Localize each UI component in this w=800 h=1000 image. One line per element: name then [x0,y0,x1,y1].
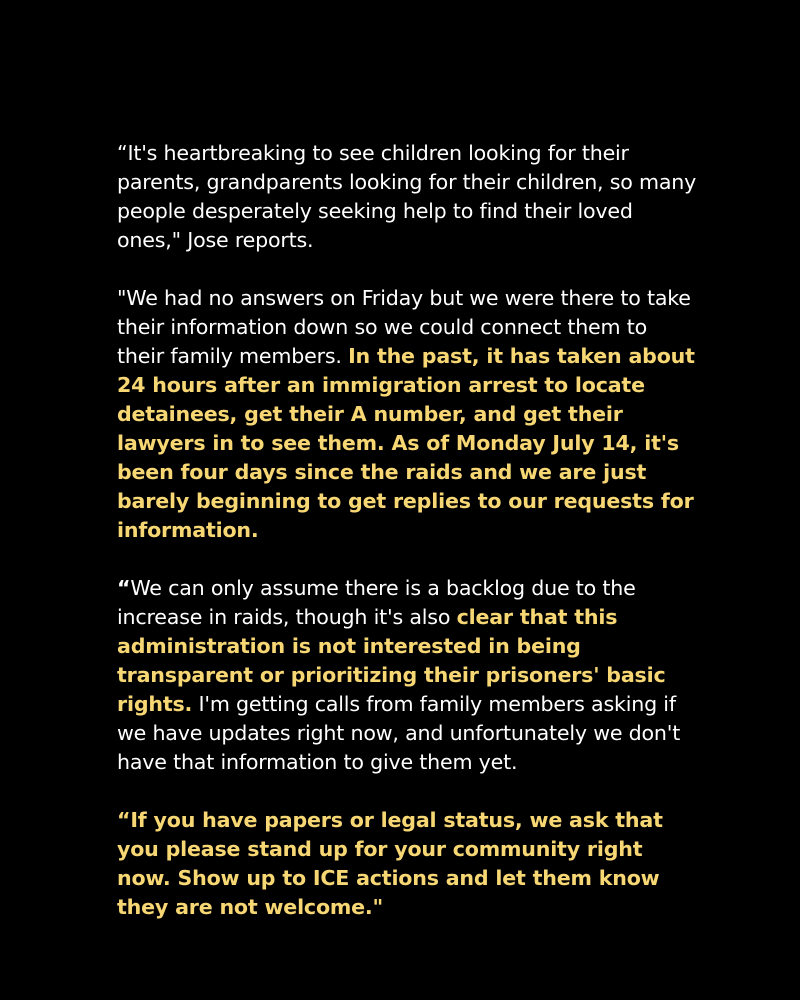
paragraph-3-text-start: We can only assume there is a backlog due to the increase in raids, though it's also [117,576,636,629]
paragraph-2 [117,284,697,545]
paragraph-2-highlight: In the past, it has taken about 24 hours after an immigration arrest to locate detainees, get their A number, and get their lawyers in to see them. As of Monday July 14, it's been four days since the raids and we are just barely beginning to get replies to our requests for information. [117,344,695,542]
paragraph-2-text: "We had no answers on Friday but we were there to take their information down so we could connect them to their family members. [117,286,691,368]
paragraph-4-highlight: “If you have papers or legal status, we ask that you please stand up for your community right now. Show up to ICE actions and let them know they are not welcome." [117,808,663,919]
paragraph-1-text: “It's heartbreaking to see children looking for their parents, grandparents looking for their children, so many people desperately seeking help to find their loved ones," Jose reports. [117,141,697,252]
paragraph-3-highlight: clear that this administration is not interested in being transparent or prioritizing their prisoners' basic rights. [117,605,666,716]
paragraph-3-text-end: I'm getting calls from family members asking if we have updates right now, and unfortunately we don't have that information to give them yet. [117,692,681,774]
paragraph-4 [117,806,697,922]
paragraph-3-open-quote: “ [117,576,131,600]
paragraph-1 [117,139,697,255]
paragraph-3 [117,574,697,777]
article-body [117,139,697,951]
